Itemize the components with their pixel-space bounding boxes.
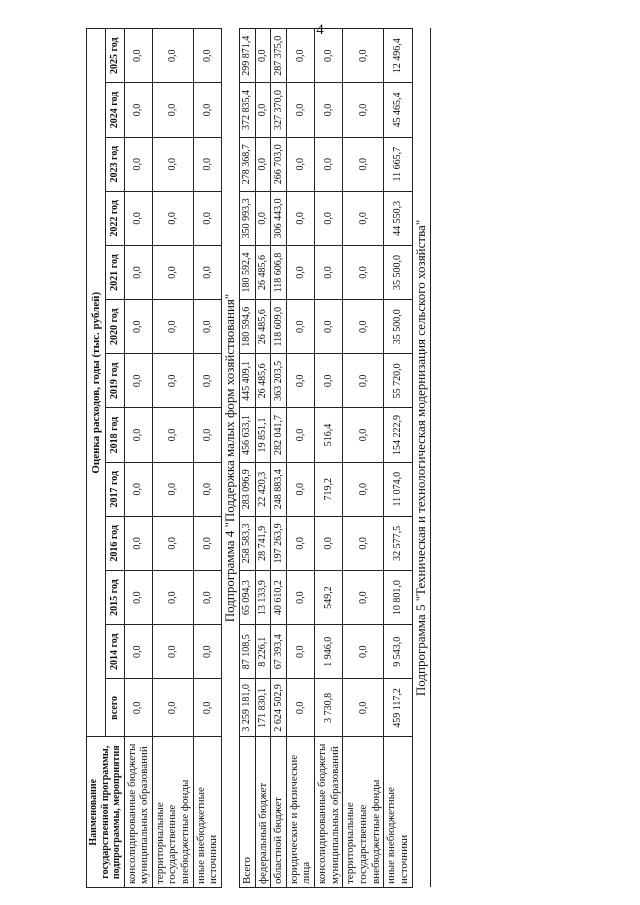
row-value: 26 485,6 xyxy=(255,300,271,354)
row-value: 445 409,1 xyxy=(239,354,255,408)
row-value: 0,0 xyxy=(124,191,152,245)
row-value: 0,0 xyxy=(152,625,193,679)
row-name: иные внебюджетные источники xyxy=(193,737,221,888)
row-value: 19 851,1 xyxy=(255,408,271,462)
row-value: 0,0 xyxy=(193,137,221,191)
row-value: 0,0 xyxy=(315,516,343,570)
row-value: 0,0 xyxy=(124,516,152,570)
row-value: 248 883,4 xyxy=(271,462,287,516)
row-value: 28 741,9 xyxy=(255,516,271,570)
row-value: 456 633,1 xyxy=(239,408,255,462)
row-value: 26 485,6 xyxy=(255,354,271,408)
row-value: 0,0 xyxy=(124,83,152,137)
row-value: 0,0 xyxy=(286,191,314,245)
row-value: 67 393,4 xyxy=(271,625,287,679)
row-value: 0,0 xyxy=(286,29,314,83)
row-value: 45 465,4 xyxy=(384,83,412,137)
header-col-5: 2018 год xyxy=(106,408,124,462)
header-col-4: 2017 год xyxy=(106,462,124,516)
row-value: 35 500,0 xyxy=(384,300,412,354)
row-value: 0,0 xyxy=(193,679,221,737)
row-value: 171 830,1 xyxy=(255,679,271,737)
row-value: 3 259 181,0 xyxy=(239,679,255,737)
header-col-1: 2014 год xyxy=(106,625,124,679)
row-value: 180 592,4 xyxy=(239,245,255,299)
row-value: 0,0 xyxy=(286,245,314,299)
section-row xyxy=(412,29,430,888)
row-value: 65 094,3 xyxy=(239,570,255,624)
row-value: 11 074,0 xyxy=(384,462,412,516)
table-row xyxy=(384,29,412,888)
row-value: 0,0 xyxy=(124,679,152,737)
row-value: 32 577,5 xyxy=(384,516,412,570)
row-value: 0,0 xyxy=(193,83,221,137)
row-value: 0,0 xyxy=(343,191,384,245)
row-value: 2 624 502,9 xyxy=(271,679,287,737)
row-value: 0,0 xyxy=(193,354,221,408)
table-row xyxy=(271,29,287,888)
row-value: 0,0 xyxy=(193,516,221,570)
header-col-2: 2015 год xyxy=(106,570,124,624)
row-value: 516,4 xyxy=(315,408,343,462)
header-col-7: 2020 год xyxy=(106,300,124,354)
row-value: 0,0 xyxy=(255,191,271,245)
row-value: 12 496,4 xyxy=(384,29,412,83)
row-name: юридические и физические лица xyxy=(286,737,314,888)
row-value: 0,0 xyxy=(193,408,221,462)
row-value: 0,0 xyxy=(343,245,384,299)
row-value: 0,0 xyxy=(343,679,384,737)
row-name: областной бюджет xyxy=(271,737,287,888)
table-row xyxy=(239,29,255,888)
row-value: 0,0 xyxy=(315,191,343,245)
row-value: 719,2 xyxy=(315,462,343,516)
row-name: территориальные государственные внебюджетные фонды xyxy=(343,737,384,888)
row-value: 327 370,0 xyxy=(271,83,287,137)
row-value: 0,0 xyxy=(343,516,384,570)
table-row xyxy=(343,29,384,888)
row-value: 0,0 xyxy=(343,462,384,516)
row-value: 0,0 xyxy=(343,29,384,83)
row-value: 0,0 xyxy=(255,29,271,83)
row-value: 0,0 xyxy=(286,570,314,624)
row-value: 118 609,0 xyxy=(271,300,287,354)
header-col-0: всего xyxy=(106,679,124,737)
row-value: 0,0 xyxy=(152,300,193,354)
row-value: 0,0 xyxy=(315,245,343,299)
row-value: 0,0 xyxy=(315,300,343,354)
table-row xyxy=(124,29,152,888)
row-name: Всего xyxy=(239,737,255,888)
row-value: 0,0 xyxy=(124,462,152,516)
row-value: 0,0 xyxy=(193,191,221,245)
section-row xyxy=(221,29,239,888)
table-body xyxy=(124,29,430,888)
row-value: 0,0 xyxy=(193,29,221,83)
row-value: 299 871,4 xyxy=(239,29,255,83)
row-value: 0,0 xyxy=(286,625,314,679)
row-name: консолидированные бюджеты муниципальных образований xyxy=(124,737,152,888)
row-value: 266 703,0 xyxy=(271,137,287,191)
row-value: 3 730,8 xyxy=(315,679,343,737)
row-value: 0,0 xyxy=(343,137,384,191)
row-value: 0,0 xyxy=(315,354,343,408)
row-value: 0,0 xyxy=(152,83,193,137)
row-value: 0,0 xyxy=(124,625,152,679)
row-value: 0,0 xyxy=(193,245,221,299)
header-col-11: 2024 год xyxy=(106,83,124,137)
row-value: 0,0 xyxy=(286,516,314,570)
header-col-12: 2025 год xyxy=(106,29,124,83)
row-value: 0,0 xyxy=(124,137,152,191)
table-row xyxy=(193,29,221,888)
row-value: 0,0 xyxy=(124,300,152,354)
row-value: 0,0 xyxy=(124,570,152,624)
row-value: 0,0 xyxy=(152,354,193,408)
row-name: федеральный бюджет xyxy=(255,737,271,888)
row-value: 0,0 xyxy=(152,191,193,245)
table-row xyxy=(315,29,343,888)
row-value: 0,0 xyxy=(286,679,314,737)
header-col-10: 2023 год xyxy=(106,137,124,191)
row-value: 87 108,5 xyxy=(239,625,255,679)
row-value: 13 133,9 xyxy=(255,570,271,624)
row-value: 9 543,0 xyxy=(384,625,412,679)
row-value: 0,0 xyxy=(255,137,271,191)
row-value: 0,0 xyxy=(193,300,221,354)
header-group: Оценка расходов, годы (тыс. рублей) xyxy=(87,29,106,738)
row-value: 350 993,3 xyxy=(239,191,255,245)
row-value: 180 594,6 xyxy=(239,300,255,354)
table-row xyxy=(255,29,271,888)
row-value: 0,0 xyxy=(193,570,221,624)
section-title: Подпрограмма 5 "Техническая и технологическая модернизация сельского хозяйства" xyxy=(412,29,430,888)
row-value: 287 375,0 xyxy=(271,29,287,83)
row-value: 154 222,9 xyxy=(384,408,412,462)
row-value: 0,0 xyxy=(124,29,152,83)
row-value: 0,0 xyxy=(152,516,193,570)
row-value: 0,0 xyxy=(286,83,314,137)
row-value: 0,0 xyxy=(343,570,384,624)
row-value: 0,0 xyxy=(152,679,193,737)
row-value: 0,0 xyxy=(152,462,193,516)
budget-table xyxy=(86,28,431,888)
row-value: 306 443,0 xyxy=(271,191,287,245)
row-value: 0,0 xyxy=(152,137,193,191)
row-value: 0,0 xyxy=(343,300,384,354)
row-value: 8 226,1 xyxy=(255,625,271,679)
row-value: 44 550,3 xyxy=(384,191,412,245)
page-number: 4 xyxy=(316,22,324,38)
row-value: 0,0 xyxy=(124,245,152,299)
header-col-8: 2021 год xyxy=(106,245,124,299)
rotated-table-container xyxy=(86,28,586,888)
header-col-3: 2016 год xyxy=(106,516,124,570)
row-value: 0,0 xyxy=(315,83,343,137)
row-value: 0,0 xyxy=(343,83,384,137)
row-value: 22 420,3 xyxy=(255,462,271,516)
row-value: 0,0 xyxy=(152,29,193,83)
row-value: 363 203,5 xyxy=(271,354,287,408)
row-name: территориальные государственные внебюджетные фонды xyxy=(152,737,193,888)
row-name: иные внебюджетные источники xyxy=(384,737,412,888)
row-value: 0,0 xyxy=(286,354,314,408)
header-col-6: 2019 год xyxy=(106,354,124,408)
row-value: 459 117,2 xyxy=(384,679,412,737)
section-title: Подпрограмма 4 "Поддержка малых форм хозяйствования" xyxy=(221,29,239,888)
row-value: 0,0 xyxy=(343,354,384,408)
row-value: 278 368,7 xyxy=(239,137,255,191)
row-value: 10 801,0 xyxy=(384,570,412,624)
row-value: 549,2 xyxy=(315,570,343,624)
row-value: 0,0 xyxy=(193,625,221,679)
row-value: 283 096,9 xyxy=(239,462,255,516)
table-row xyxy=(286,29,314,888)
row-value: 35 500,0 xyxy=(384,245,412,299)
row-value: 0,0 xyxy=(286,137,314,191)
row-value: 0,0 xyxy=(343,625,384,679)
row-value: 1 946,0 xyxy=(315,625,343,679)
row-value: 55 720,0 xyxy=(384,354,412,408)
row-value: 282 041,7 xyxy=(271,408,287,462)
row-value: 0,0 xyxy=(315,137,343,191)
row-value: 11 665,7 xyxy=(384,137,412,191)
row-value: 0,0 xyxy=(124,354,152,408)
row-value: 0,0 xyxy=(315,29,343,83)
row-value: 0,0 xyxy=(124,408,152,462)
row-value: 0,0 xyxy=(343,408,384,462)
header-col-9: 2022 год xyxy=(106,191,124,245)
row-value: 0,0 xyxy=(255,83,271,137)
row-value: 0,0 xyxy=(152,245,193,299)
row-value: 26 485,6 xyxy=(255,245,271,299)
row-value: 372 835,4 xyxy=(239,83,255,137)
table-row xyxy=(152,29,193,888)
row-value: 197 263,9 xyxy=(271,516,287,570)
row-value: 0,0 xyxy=(286,462,314,516)
row-value: 258 583,3 xyxy=(239,516,255,570)
row-value: 0,0 xyxy=(152,570,193,624)
row-value: 118 606,8 xyxy=(271,245,287,299)
row-value: 0,0 xyxy=(286,300,314,354)
row-value: 40 610,2 xyxy=(271,570,287,624)
row-value: 0,0 xyxy=(193,462,221,516)
row-value: 0,0 xyxy=(152,408,193,462)
row-name: консолидированные бюджеты муниципальных образований xyxy=(315,737,343,888)
header-name-column: Наименование государственной программы, подпрограммы, мероприятия xyxy=(87,737,125,888)
row-value: 0,0 xyxy=(286,408,314,462)
